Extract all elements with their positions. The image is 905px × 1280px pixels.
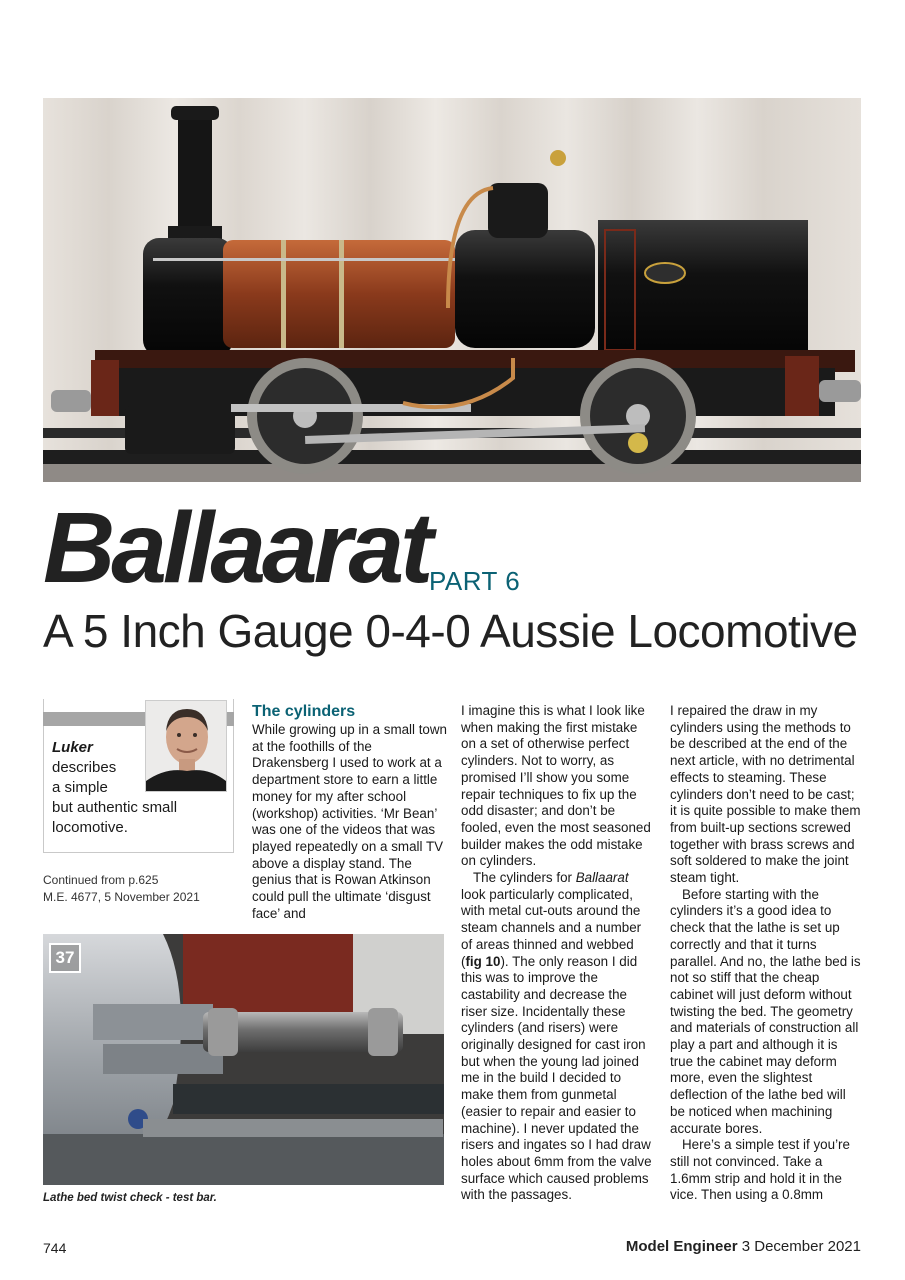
article-column-1 bbox=[252, 703, 447, 922]
paragraph: I repaired the draw in my cylinders using the methods to be described at the end of the next article, with no detrimental effects to steaming. These cylinders don’t need to be cast; it is quite possible to make them from built-up sections screwed together with brass screws and soft soldered to make the joint steam tight. bbox=[670, 703, 861, 886]
paragraph: While growing up in a small town at the foothills of the Drakensberg I used to work at a department store to earn a little money for my after school (workshop) activities. ‘Mr Bean’ was one of the videos that was played repeatedly on a small TV above a display stand. The genius that is Rowan Atkinson could pull the ultimate ‘disgust face’ and bbox=[252, 722, 447, 921]
article-subtitle: A 5 Inch Gauge 0-4-0 Aussie Locomotive bbox=[43, 605, 858, 657]
magazine-name: Model Engineer bbox=[625, 1238, 738, 1255]
article-column-2 bbox=[461, 703, 653, 1204]
figure-reference: fig 10 bbox=[465, 953, 501, 969]
author-blurb-line: a simple bbox=[52, 779, 108, 796]
text-run: look particularly complicated, with metal cut-outs around the steam channels and a number of areas thinned and webbed ( bbox=[461, 886, 642, 969]
page-number: 744 bbox=[43, 1240, 67, 1256]
locomotive-illustration bbox=[43, 98, 861, 482]
author-blurb bbox=[52, 738, 228, 838]
article-column-3 bbox=[670, 703, 862, 1204]
author-name: Luker bbox=[52, 739, 93, 756]
paragraph bbox=[461, 870, 653, 1204]
continued-issue: M.E. 4677, 5 November 2021 bbox=[43, 890, 200, 904]
loco-name: Ballaarat bbox=[575, 870, 629, 886]
section-heading: The cylinders bbox=[252, 703, 356, 720]
paragraph: Here’s a simple test if you’re still not convinced. Take a 1.6mm strip and hold it in the vice. Then using a 0.8mm bbox=[670, 1137, 850, 1203]
figure-caption: Lathe bed twist check - test bar. bbox=[43, 1192, 217, 1204]
author-blurb-line: describes bbox=[52, 759, 117, 776]
issue-date: 3 December 2021 bbox=[741, 1238, 861, 1255]
hero-photo bbox=[43, 98, 861, 482]
paragraph: I imagine this is what I look like when making the first mistake on a set of otherwise perfect cylinders. Not to worry, as promised I’ll show you some repair techniques to fix up the odd disaster; and don’t be fooled, even the most seasoned builder makes the odd mistake on cylinders. bbox=[461, 703, 651, 869]
paragraph: Before starting with the cylinders it’s a good idea to check that the lathe is set up correctly and that it turns parallel. And no, the lathe bed is not so stiff that the cheap cabinet will just deform without twisting the bed. The geometry and materials of construction all play a part and although it is true the cabinet may deform more, even the slightest deflection of the lathe bed will be noticed when machining accurate bores. bbox=[670, 886, 861, 1136]
author-blurb-line: locomotive. bbox=[52, 819, 128, 836]
text-run: ). The only reason I did this was to improve the castability and decrease the riser size. Incidentally these cylinders (and risers) were originally designed for cast iron but when the young lad joined me in the build I decided to make them from gunmetal (easier to repair and easier to machine). I never updated the risers and ingates so I had draw holes about 6mm from the valve surface which caused problems with the passages. bbox=[461, 953, 652, 1203]
article-title: Ballaarat bbox=[43, 492, 430, 604]
continued-from: Continued from p.625 bbox=[43, 873, 159, 887]
lathe-photo bbox=[43, 934, 444, 1185]
footer-publication bbox=[626, 1238, 861, 1255]
lathe-illustration bbox=[43, 934, 444, 1185]
text-run: The cylinders for bbox=[473, 870, 576, 886]
figure-number-badge: 37 bbox=[49, 943, 81, 973]
continued-note bbox=[43, 872, 200, 906]
author-blurb-line: but authentic small bbox=[52, 799, 178, 816]
article-part-label: PART 6 bbox=[429, 566, 521, 596]
